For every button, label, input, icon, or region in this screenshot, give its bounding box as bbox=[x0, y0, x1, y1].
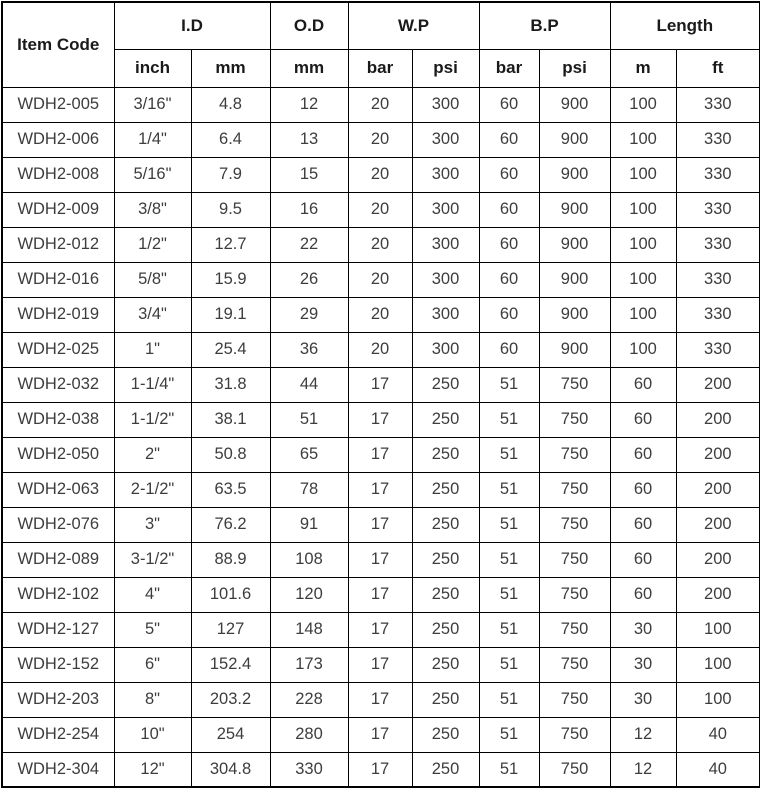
bp-psi-cell: 750 bbox=[539, 402, 610, 437]
length-ft-cell: 330 bbox=[676, 332, 760, 367]
bp-bar-cell: 60 bbox=[479, 332, 539, 367]
bp-bar-cell: 51 bbox=[479, 472, 539, 507]
od-mm-cell: 91 bbox=[270, 507, 348, 542]
bp-psi-cell: 900 bbox=[539, 87, 610, 122]
bp-psi-cell: 750 bbox=[539, 682, 610, 717]
od-mm-cell: 120 bbox=[270, 577, 348, 612]
wp-bar-cell: 20 bbox=[348, 87, 412, 122]
length-ft-cell: 200 bbox=[676, 437, 760, 472]
id-inch-cell: 1/2" bbox=[114, 227, 191, 262]
item-code-cell: WDH2-016 bbox=[2, 262, 114, 297]
wp-bar-cell: 17 bbox=[348, 612, 412, 647]
bp-bar-cell: 51 bbox=[479, 752, 539, 787]
header-id-mm: mm bbox=[191, 49, 270, 87]
id-mm-cell: 25.4 bbox=[191, 332, 270, 367]
length-ft-cell: 40 bbox=[676, 752, 760, 787]
od-mm-cell: 65 bbox=[270, 437, 348, 472]
wp-psi-cell: 250 bbox=[412, 542, 479, 577]
table-row bbox=[2, 297, 760, 332]
id-inch-cell: 1" bbox=[114, 332, 191, 367]
id-mm-cell: 63.5 bbox=[191, 472, 270, 507]
id-mm-cell: 254 bbox=[191, 717, 270, 752]
length-ft-cell: 330 bbox=[676, 227, 760, 262]
od-mm-cell: 108 bbox=[270, 542, 348, 577]
wp-psi-cell: 250 bbox=[412, 577, 479, 612]
length-ft-cell: 100 bbox=[676, 612, 760, 647]
table-row bbox=[2, 437, 760, 472]
wp-bar-cell: 20 bbox=[348, 332, 412, 367]
header-group-id: I.D bbox=[114, 2, 270, 49]
id-inch-cell: 6" bbox=[114, 647, 191, 682]
id-mm-cell: 38.1 bbox=[191, 402, 270, 437]
table-row bbox=[2, 367, 760, 402]
item-code-cell: WDH2-254 bbox=[2, 717, 114, 752]
bp-psi-cell: 900 bbox=[539, 262, 610, 297]
header-bp-bar: bar bbox=[479, 49, 539, 87]
length-ft-cell: 200 bbox=[676, 577, 760, 612]
od-mm-cell: 228 bbox=[270, 682, 348, 717]
table-row bbox=[2, 192, 760, 227]
id-mm-cell: 15.9 bbox=[191, 262, 270, 297]
id-inch-cell: 10" bbox=[114, 717, 191, 752]
length-m-cell: 100 bbox=[610, 157, 676, 192]
wp-psi-cell: 250 bbox=[412, 682, 479, 717]
bp-bar-cell: 51 bbox=[479, 437, 539, 472]
id-inch-cell: 3/4" bbox=[114, 297, 191, 332]
bp-psi-cell: 750 bbox=[539, 507, 610, 542]
bp-bar-cell: 60 bbox=[479, 192, 539, 227]
table-row bbox=[2, 122, 760, 157]
wp-bar-cell: 20 bbox=[348, 262, 412, 297]
wp-bar-cell: 17 bbox=[348, 752, 412, 787]
bp-bar-cell: 60 bbox=[479, 87, 539, 122]
header-group-wp: W.P bbox=[348, 2, 479, 49]
length-m-cell: 60 bbox=[610, 542, 676, 577]
id-inch-cell: 1-1/2" bbox=[114, 402, 191, 437]
table-row bbox=[2, 402, 760, 437]
table-body bbox=[2, 87, 760, 787]
id-mm-cell: 76.2 bbox=[191, 507, 270, 542]
wp-psi-cell: 300 bbox=[412, 192, 479, 227]
bp-bar-cell: 60 bbox=[479, 122, 539, 157]
table-row bbox=[2, 472, 760, 507]
length-m-cell: 12 bbox=[610, 752, 676, 787]
bp-psi-cell: 900 bbox=[539, 122, 610, 157]
length-ft-cell: 330 bbox=[676, 192, 760, 227]
header-group-bp: B.P bbox=[479, 2, 610, 49]
length-m-cell: 60 bbox=[610, 437, 676, 472]
table-row bbox=[2, 612, 760, 647]
table-row bbox=[2, 717, 760, 752]
length-m-cell: 30 bbox=[610, 612, 676, 647]
bp-bar-cell: 51 bbox=[479, 507, 539, 542]
bp-bar-cell: 51 bbox=[479, 717, 539, 752]
item-code-cell: WDH2-019 bbox=[2, 297, 114, 332]
id-mm-cell: 4.8 bbox=[191, 87, 270, 122]
wp-bar-cell: 17 bbox=[348, 717, 412, 752]
length-ft-cell: 330 bbox=[676, 87, 760, 122]
table-row bbox=[2, 157, 760, 192]
bp-bar-cell: 51 bbox=[479, 577, 539, 612]
wp-bar-cell: 20 bbox=[348, 122, 412, 157]
length-m-cell: 60 bbox=[610, 367, 676, 402]
id-inch-cell: 3-1/2" bbox=[114, 542, 191, 577]
wp-bar-cell: 17 bbox=[348, 577, 412, 612]
length-m-cell: 60 bbox=[610, 507, 676, 542]
bp-bar-cell: 51 bbox=[479, 542, 539, 577]
header-length-ft: ft bbox=[676, 49, 760, 87]
table-row bbox=[2, 577, 760, 612]
length-ft-cell: 200 bbox=[676, 542, 760, 577]
length-m-cell: 100 bbox=[610, 227, 676, 262]
table-header bbox=[2, 2, 760, 87]
length-m-cell: 60 bbox=[610, 472, 676, 507]
bp-psi-cell: 750 bbox=[539, 542, 610, 577]
bp-bar-cell: 51 bbox=[479, 682, 539, 717]
length-m-cell: 100 bbox=[610, 87, 676, 122]
length-m-cell: 30 bbox=[610, 647, 676, 682]
id-inch-cell: 8" bbox=[114, 682, 191, 717]
header-length-m: m bbox=[610, 49, 676, 87]
item-code-cell: WDH2-032 bbox=[2, 367, 114, 402]
length-m-cell: 12 bbox=[610, 717, 676, 752]
table-row bbox=[2, 542, 760, 577]
length-m-cell: 100 bbox=[610, 122, 676, 157]
id-mm-cell: 152.4 bbox=[191, 647, 270, 682]
header-wp-bar: bar bbox=[348, 49, 412, 87]
bp-psi-cell: 750 bbox=[539, 612, 610, 647]
od-mm-cell: 36 bbox=[270, 332, 348, 367]
wp-psi-cell: 250 bbox=[412, 367, 479, 402]
length-ft-cell: 330 bbox=[676, 262, 760, 297]
item-code-cell: WDH2-006 bbox=[2, 122, 114, 157]
wp-bar-cell: 17 bbox=[348, 472, 412, 507]
od-mm-cell: 148 bbox=[270, 612, 348, 647]
wp-bar-cell: 20 bbox=[348, 157, 412, 192]
header-bp-psi: psi bbox=[539, 49, 610, 87]
id-inch-cell: 5/16" bbox=[114, 157, 191, 192]
wp-psi-cell: 300 bbox=[412, 262, 479, 297]
table-row bbox=[2, 647, 760, 682]
length-ft-cell: 330 bbox=[676, 297, 760, 332]
bp-psi-cell: 750 bbox=[539, 472, 610, 507]
header-sub-row bbox=[2, 49, 760, 87]
item-code-cell: WDH2-203 bbox=[2, 682, 114, 717]
length-ft-cell: 40 bbox=[676, 717, 760, 752]
od-mm-cell: 44 bbox=[270, 367, 348, 402]
od-mm-cell: 13 bbox=[270, 122, 348, 157]
wp-bar-cell: 17 bbox=[348, 542, 412, 577]
wp-bar-cell: 20 bbox=[348, 297, 412, 332]
id-inch-cell: 12" bbox=[114, 752, 191, 787]
wp-psi-cell: 300 bbox=[412, 122, 479, 157]
od-mm-cell: 15 bbox=[270, 157, 348, 192]
length-m-cell: 100 bbox=[610, 262, 676, 297]
id-mm-cell: 19.1 bbox=[191, 297, 270, 332]
header-group-row bbox=[2, 2, 760, 49]
od-mm-cell: 173 bbox=[270, 647, 348, 682]
item-code-cell: WDH2-063 bbox=[2, 472, 114, 507]
length-ft-cell: 100 bbox=[676, 682, 760, 717]
wp-psi-cell: 300 bbox=[412, 157, 479, 192]
bp-psi-cell: 750 bbox=[539, 717, 610, 752]
wp-bar-cell: 17 bbox=[348, 437, 412, 472]
header-group-od: O.D bbox=[270, 2, 348, 49]
item-code-cell: WDH2-076 bbox=[2, 507, 114, 542]
wp-bar-cell: 20 bbox=[348, 192, 412, 227]
length-m-cell: 60 bbox=[610, 577, 676, 612]
id-mm-cell: 50.8 bbox=[191, 437, 270, 472]
od-mm-cell: 280 bbox=[270, 717, 348, 752]
item-code-cell: WDH2-089 bbox=[2, 542, 114, 577]
table-row bbox=[2, 682, 760, 717]
bp-psi-cell: 900 bbox=[539, 192, 610, 227]
bp-bar-cell: 60 bbox=[479, 157, 539, 192]
od-mm-cell: 51 bbox=[270, 402, 348, 437]
bp-bar-cell: 51 bbox=[479, 647, 539, 682]
bp-psi-cell: 900 bbox=[539, 157, 610, 192]
id-inch-cell: 4" bbox=[114, 577, 191, 612]
item-code-cell: WDH2-008 bbox=[2, 157, 114, 192]
header-group-length: Length bbox=[610, 2, 760, 49]
wp-psi-cell: 300 bbox=[412, 227, 479, 262]
od-mm-cell: 330 bbox=[270, 752, 348, 787]
table-row bbox=[2, 507, 760, 542]
length-m-cell: 100 bbox=[610, 192, 676, 227]
wp-psi-cell: 250 bbox=[412, 437, 479, 472]
id-mm-cell: 31.8 bbox=[191, 367, 270, 402]
id-mm-cell: 127 bbox=[191, 612, 270, 647]
item-code-cell: WDH2-050 bbox=[2, 437, 114, 472]
wp-psi-cell: 300 bbox=[412, 332, 479, 367]
id-mm-cell: 203.2 bbox=[191, 682, 270, 717]
id-inch-cell: 1-1/4" bbox=[114, 367, 191, 402]
header-item-code: Item Code bbox=[2, 2, 114, 87]
item-code-cell: WDH2-005 bbox=[2, 87, 114, 122]
length-ft-cell: 200 bbox=[676, 472, 760, 507]
item-code-cell: WDH2-025 bbox=[2, 332, 114, 367]
length-ft-cell: 200 bbox=[676, 402, 760, 437]
id-inch-cell: 3/16" bbox=[114, 87, 191, 122]
wp-psi-cell: 250 bbox=[412, 507, 479, 542]
bp-bar-cell: 51 bbox=[479, 402, 539, 437]
id-inch-cell: 5" bbox=[114, 612, 191, 647]
table-row bbox=[2, 332, 760, 367]
wp-bar-cell: 17 bbox=[348, 647, 412, 682]
wp-psi-cell: 250 bbox=[412, 647, 479, 682]
od-mm-cell: 29 bbox=[270, 297, 348, 332]
wp-bar-cell: 20 bbox=[348, 227, 412, 262]
bp-psi-cell: 750 bbox=[539, 752, 610, 787]
bp-psi-cell: 900 bbox=[539, 227, 610, 262]
header-id-inch: inch bbox=[114, 49, 191, 87]
od-mm-cell: 22 bbox=[270, 227, 348, 262]
wp-bar-cell: 17 bbox=[348, 367, 412, 402]
id-mm-cell: 101.6 bbox=[191, 577, 270, 612]
length-m-cell: 100 bbox=[610, 297, 676, 332]
header-od-mm: mm bbox=[270, 49, 348, 87]
table-row bbox=[2, 752, 760, 787]
wp-psi-cell: 250 bbox=[412, 402, 479, 437]
id-mm-cell: 88.9 bbox=[191, 542, 270, 577]
item-code-cell: WDH2-102 bbox=[2, 577, 114, 612]
id-mm-cell: 12.7 bbox=[191, 227, 270, 262]
id-inch-cell: 2-1/2" bbox=[114, 472, 191, 507]
wp-psi-cell: 300 bbox=[412, 297, 479, 332]
id-mm-cell: 7.9 bbox=[191, 157, 270, 192]
item-code-cell: WDH2-012 bbox=[2, 227, 114, 262]
length-ft-cell: 330 bbox=[676, 157, 760, 192]
item-code-cell: WDH2-152 bbox=[2, 647, 114, 682]
table-row bbox=[2, 262, 760, 297]
length-m-cell: 30 bbox=[610, 682, 676, 717]
bp-bar-cell: 51 bbox=[479, 612, 539, 647]
length-ft-cell: 330 bbox=[676, 122, 760, 157]
bp-psi-cell: 750 bbox=[539, 577, 610, 612]
bp-psi-cell: 750 bbox=[539, 647, 610, 682]
wp-psi-cell: 300 bbox=[412, 87, 479, 122]
bp-bar-cell: 60 bbox=[479, 227, 539, 262]
id-mm-cell: 304.8 bbox=[191, 752, 270, 787]
bp-psi-cell: 900 bbox=[539, 297, 610, 332]
item-code-cell: WDH2-127 bbox=[2, 612, 114, 647]
item-code-cell: WDH2-038 bbox=[2, 402, 114, 437]
wp-bar-cell: 17 bbox=[348, 507, 412, 542]
id-inch-cell: 2" bbox=[114, 437, 191, 472]
id-mm-cell: 9.5 bbox=[191, 192, 270, 227]
od-mm-cell: 12 bbox=[270, 87, 348, 122]
bp-bar-cell: 60 bbox=[479, 297, 539, 332]
header-wp-psi: psi bbox=[412, 49, 479, 87]
bp-bar-cell: 51 bbox=[479, 367, 539, 402]
bp-bar-cell: 60 bbox=[479, 262, 539, 297]
id-inch-cell: 5/8" bbox=[114, 262, 191, 297]
bp-psi-cell: 750 bbox=[539, 437, 610, 472]
length-ft-cell: 100 bbox=[676, 647, 760, 682]
length-ft-cell: 200 bbox=[676, 367, 760, 402]
item-code-cell: WDH2-009 bbox=[2, 192, 114, 227]
item-code-cell: WDH2-304 bbox=[2, 752, 114, 787]
wp-psi-cell: 250 bbox=[412, 717, 479, 752]
od-mm-cell: 26 bbox=[270, 262, 348, 297]
hose-spec-table bbox=[1, 1, 760, 788]
length-m-cell: 60 bbox=[610, 402, 676, 437]
od-mm-cell: 16 bbox=[270, 192, 348, 227]
length-ft-cell: 200 bbox=[676, 507, 760, 542]
wp-psi-cell: 250 bbox=[412, 612, 479, 647]
length-m-cell: 100 bbox=[610, 332, 676, 367]
table-row bbox=[2, 227, 760, 262]
table-row bbox=[2, 87, 760, 122]
id-mm-cell: 6.4 bbox=[191, 122, 270, 157]
bp-psi-cell: 750 bbox=[539, 367, 610, 402]
id-inch-cell: 1/4" bbox=[114, 122, 191, 157]
wp-psi-cell: 250 bbox=[412, 472, 479, 507]
bp-psi-cell: 900 bbox=[539, 332, 610, 367]
id-inch-cell: 3" bbox=[114, 507, 191, 542]
wp-bar-cell: 17 bbox=[348, 682, 412, 717]
id-inch-cell: 3/8" bbox=[114, 192, 191, 227]
wp-psi-cell: 250 bbox=[412, 752, 479, 787]
od-mm-cell: 78 bbox=[270, 472, 348, 507]
wp-bar-cell: 17 bbox=[348, 402, 412, 437]
